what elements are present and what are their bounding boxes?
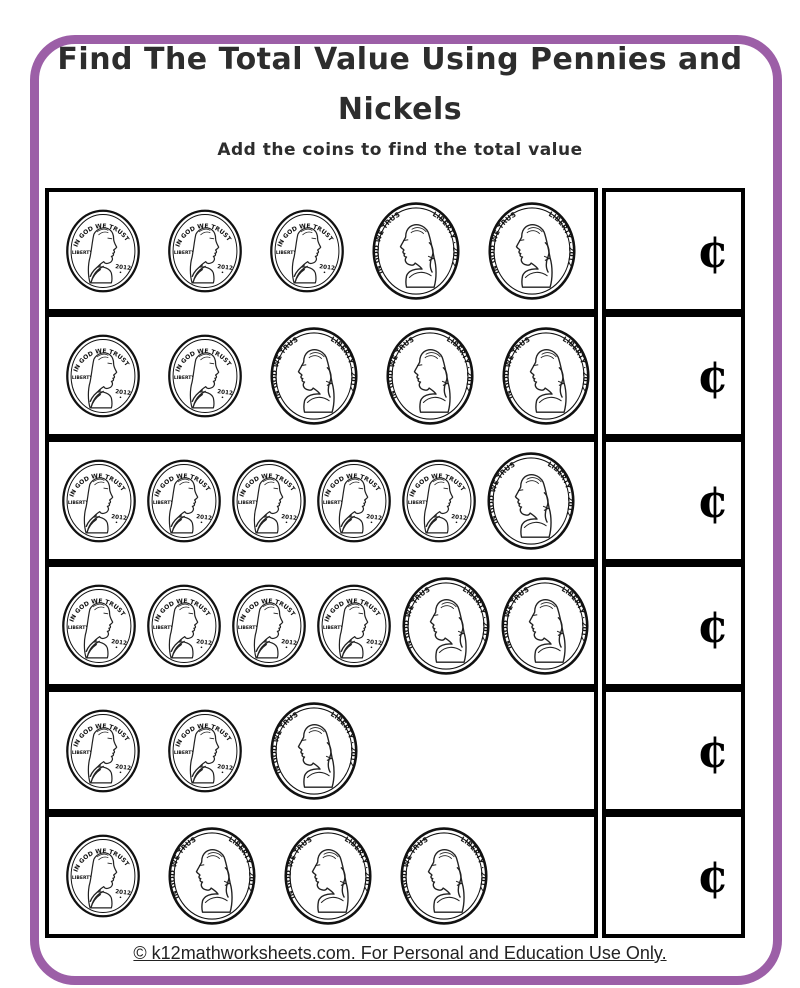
nickel-icon [399, 826, 489, 926]
coins-cell [45, 688, 598, 813]
table-row [45, 563, 745, 688]
penny-icon [146, 458, 222, 544]
nickel-icon [486, 451, 576, 551]
penny-icon [167, 333, 243, 419]
cent-symbol: ¢ [696, 473, 729, 528]
penny-icon [401, 458, 477, 544]
coins-cell [45, 563, 598, 688]
penny-icon [231, 458, 307, 544]
answer-cell[interactable] [602, 563, 745, 688]
cent-symbol: ¢ [696, 848, 729, 903]
penny-icon [65, 208, 141, 294]
nickel-icon [501, 326, 591, 426]
nickel-icon [283, 826, 373, 926]
page-title-line1: Find The Total Value Using Pennies and [57, 42, 743, 77]
nickel-icon [167, 826, 257, 926]
coins-cell [45, 813, 598, 938]
penny-icon [61, 458, 137, 544]
penny-icon [167, 208, 243, 294]
answer-cell[interactable] [602, 813, 745, 938]
footer-credit-link[interactable]: © k12mathworksheets.com. For Personal and Education Use Only. [133, 943, 667, 963]
penny-icon [167, 708, 243, 794]
page-title-line2: Nickels [337, 92, 463, 127]
cent-symbol: ¢ [696, 723, 729, 778]
table-row [45, 188, 745, 313]
answer-cell[interactable] [602, 313, 745, 438]
nickel-icon [269, 326, 359, 426]
cent-symbol: ¢ [696, 223, 729, 278]
coin-table [45, 188, 745, 938]
answer-cell[interactable] [602, 188, 745, 313]
penny-icon [231, 583, 307, 669]
nickel-icon [487, 201, 577, 301]
penny-icon [65, 833, 141, 919]
nickel-icon [385, 326, 475, 426]
worksheet-instructions: Add the coins to find the total value [217, 140, 583, 160]
penny-icon [65, 708, 141, 794]
cent-symbol: ¢ [696, 598, 729, 653]
coins-cell [45, 313, 598, 438]
answer-cell[interactable] [602, 438, 745, 563]
answer-cell[interactable] [602, 688, 745, 813]
footer [0, 943, 800, 964]
penny-icon [61, 583, 137, 669]
nickel-icon [269, 701, 359, 801]
table-row [45, 688, 745, 813]
cent-symbol: ¢ [696, 348, 729, 403]
penny-icon [65, 333, 141, 419]
coins-cell [45, 438, 598, 563]
nickel-icon [401, 576, 491, 676]
coins-cell [45, 188, 598, 313]
penny-icon [146, 583, 222, 669]
penny-icon [316, 583, 392, 669]
penny-icon [316, 458, 392, 544]
table-row [45, 438, 745, 563]
nickel-icon [371, 201, 461, 301]
table-row [45, 813, 745, 938]
penny-icon [269, 208, 345, 294]
nickel-icon [500, 576, 590, 676]
table-row [45, 313, 745, 438]
